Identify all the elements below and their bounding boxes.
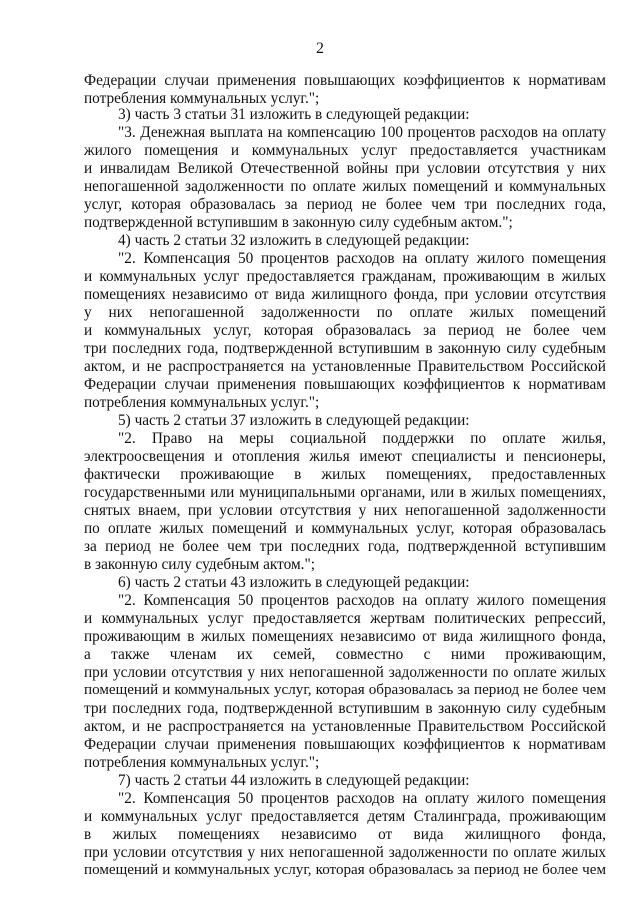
text-line: Федерации случаи применения повышающих коэффициентов к нормативам <box>84 72 606 89</box>
text-line: актом, и не распространяется на установленные Правительством Российской <box>84 358 606 375</box>
text-line: "3. Денежная выплата на компенсацию 100 процентов расходов на оплату <box>118 124 606 141</box>
text-line: Федерации случаи применения повышающих коэффициентов к нормативам <box>84 736 606 753</box>
text-line: "2. Компенсация 50 процентов расходов на оплату жилого помещения <box>118 592 606 609</box>
text-line: в законную силу судебным актом."; <box>84 556 315 573</box>
text-line: жилого помещения и коммунальных услуг предоставляется участникам <box>84 142 606 159</box>
text-line: по оплате жилых помещений и коммунальных услуг, которая образовалась <box>84 520 606 537</box>
text-line: Федерации случаи применения повышающих коэффициентов к нормативам <box>84 376 606 393</box>
text-line: при условии отсутствия у них непогашенной задолженности по оплате жилых <box>84 844 606 861</box>
text-line: 4) часть 2 статьи 32 изложить в следующей редакции: <box>118 232 470 249</box>
text-line: "2. Компенсация 50 процентов расходов на оплату жилого помещения <box>118 790 606 807</box>
text-line: три последних года, подтвержденной вступившим в законную силу судебным <box>84 700 606 717</box>
text-line: потребления коммунальных услуг."; <box>84 90 320 107</box>
text-line: а также членам их семей, совместно с ними проживающим, <box>84 646 606 663</box>
text-line: три последних года, подтвержденной вступившим в законную силу судебным <box>84 340 606 357</box>
text-line: "2. Право на меры социальной поддержки по оплате жилья, <box>118 430 606 447</box>
text-line: потребления коммунальных услуг."; <box>84 394 320 411</box>
text-line: помещений и коммунальных услуг, которая образовалась за период не более чем <box>84 862 606 878</box>
text-line: проживающим в жилых помещениях независимо от вида жилищного фонда, <box>84 628 606 645</box>
text-line: и коммунальных услуг предоставляется гражданам, проживающим в жилых <box>84 268 606 285</box>
text-line: и инвалидам Великой Отечественной войны при условии отсутствия у них <box>84 160 606 177</box>
text-line: помещениях независимо от вида жилищного фонда, при условии отсутствия <box>84 286 606 303</box>
page-number: 2 <box>316 40 324 57</box>
text-line: и коммунальных услуг, которая образовалась за период не более чем <box>84 322 606 339</box>
text-line: 5) часть 2 статьи 37 изложить в следующей редакции: <box>118 412 470 429</box>
text-line: актом, и не распространяется на установленные Правительством Российской <box>84 718 606 735</box>
text-line: 6) часть 2 статьи 43 изложить в следующей редакции: <box>118 574 470 591</box>
text-line: потребления коммунальных услуг."; <box>84 754 320 771</box>
text-line: при условии отсутствия у них непогашенной задолженности по оплате жилых <box>84 664 606 681</box>
text-line: и коммунальных услуг предоставляется детям Сталинграда, проживающим <box>84 808 606 825</box>
text-line: фактически проживающие в жилых помещениях, предоставленных <box>84 466 606 483</box>
text-line: в жилых помещениях независимо от вида жилищного фонда, <box>84 826 606 843</box>
text-line: помещений и коммунальных услуг, которая образовалась за период не более чем <box>84 682 606 698</box>
text-line: услуг, которая образовалась за период не более чем три последних года, <box>84 196 606 213</box>
text-line: за период не более чем три последних года, подтвержденной вступившим <box>84 538 606 555</box>
text-line: у них непогашенной задолженности по оплате жилых помещений <box>84 304 606 321</box>
text-line: 3) часть 3 статьи 31 изложить в следующей редакции: <box>118 106 470 123</box>
text-line: подтвержденной вступившим в законную силу судебным актом."; <box>84 214 513 231</box>
text-line: "2. Компенсация 50 процентов расходов на оплату жилого помещения <box>118 250 606 267</box>
text-line: непогашенной задолженности по оплате жилых помещений и коммунальных <box>84 178 606 195</box>
text-line: государственными или муниципальными органами, или в жилых помещениях, <box>84 484 606 501</box>
text-line: 7) часть 2 статьи 44 изложить в следующей редакции: <box>118 772 470 789</box>
text-line: и коммунальных услуг предоставляется жертвам политических репрессий, <box>84 610 606 627</box>
text-line: снятых внаем, при условии отсутствия у них непогашенной задолженности <box>84 502 606 519</box>
text-line: электроосвещения и отопления жилья имеют специалисты и пенсионеры, <box>84 448 606 465</box>
